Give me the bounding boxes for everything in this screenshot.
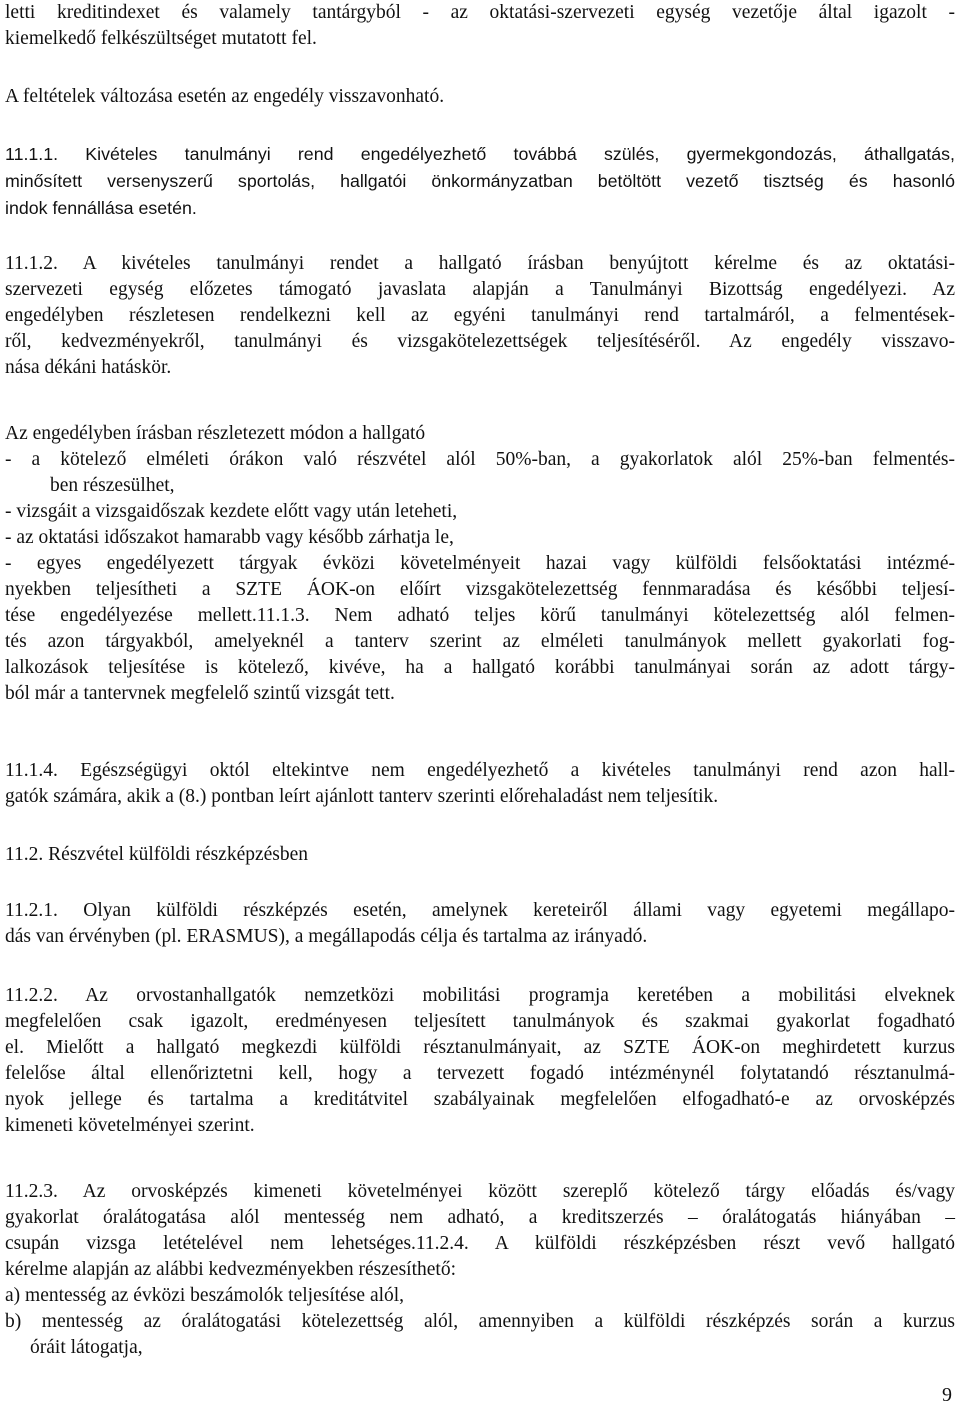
text-line: letti kreditindexet és valamely tantárgyból - az oktatási-szervezeti egység vezetője által igazolt - (5, 2, 955, 23)
text-line: 11.1.4. Egészségügyi októl eltekintve nem engedélyezhető a kivételes tanulmányi rend azon hall- (5, 760, 955, 781)
paragraph-11-2-3 (5, 1179, 955, 1361)
list-item: - vizsgáit a vizsgaidőszak kezdete előtt vagy után leteheti, (5, 501, 458, 522)
list-item: b) mentesség az óralátogatási kötelezettség alól, amennyiben a külföldi részképzés során a kurzus (5, 1311, 955, 1332)
text-line: Az engedélyben írásban részletezett módon a hallgató (5, 423, 426, 444)
list-item-continuation: ben részesülhet, (50, 475, 175, 496)
paragraph-11-2-2 (5, 983, 955, 1139)
page-number: 9 (942, 1384, 952, 1406)
paragraph-visszavonhato (5, 84, 955, 110)
text-line: gyakorlat óralátogatása alól mentesség nem adható, a kreditszerzés – óralátogatás hiányában – (5, 1207, 955, 1228)
text-line: szervezeti egység előzetes támogató javaslata alapján a Tanulmányi Bizottság engedélyezi. Az (5, 279, 955, 300)
text-line: tés azon tárgyakból, amelyeknél a tanterv szerint az elméleti tanulmányok mellett gyakorlati fog- (5, 631, 955, 652)
section-heading-11-2 (5, 842, 955, 868)
text-line: gatók számára, akik a (8.) pontban leírt ajánlott tanterv szerinti előrehaladást nem teljesítik. (5, 786, 719, 807)
text-line: nása dékáni hatáskör. (5, 357, 172, 378)
section-heading: 11.2. Részvétel külföldi részképzésben (5, 844, 309, 865)
list-item: a) mentesség az évközi beszámolók teljesítése alól, (5, 1285, 405, 1306)
text-line: minősített versenyszerű sportolás, hallgatói önkormányzatban betöltött vezető tisztség és hasonló (5, 171, 955, 191)
list-item: - a kötelező elméleti órákon való részvétel alól 50%-ban, a gyakorlatok alól 25%-ban felmentés- (5, 449, 955, 470)
list-item-continuation: óráit látogatja, (30, 1337, 143, 1358)
text-line: kiemelkedő felkészültséget mutatott fel. (5, 28, 317, 49)
paragraph-11-1-4 (5, 758, 955, 810)
text-line: 11.2.2. Az orvostanhallgatók nemzetközi mobilitási programja keretében a mobilitási elveknek (5, 985, 955, 1006)
text-line: kérelme alapján az alábbi kedvezményekben részesíthető: (5, 1259, 456, 1280)
text-line: dás van érvényben (pl. ERASMUS), a megállapodás célja és tartalma az irányadó. (5, 926, 648, 947)
text-line: nyekben teljesítheti a SZTE ÁOK-on előírt vizsgakötelezettség fennmaradása és későbbi teljesí- (5, 579, 955, 600)
paragraph-11-1-2 (5, 251, 955, 381)
paragraph-engedelyben (5, 421, 955, 707)
text-line: megfelelően csak igazolt, eredményesen teljesített tanulmányok és szakmai gyakorlat fogadható (5, 1011, 955, 1032)
text-line: ból már a tantervnek megfelelő szintű vizsgát tett. (5, 683, 395, 704)
list-item: - egyes engedélyezett tárgyak évközi követelményeit hazai vagy külföldi felsőoktatási intézmé- (5, 553, 955, 574)
text-line: kimeneti követelményei szerint. (5, 1115, 255, 1136)
paragraph-11-1-1 (5, 141, 955, 222)
text-line: indok fennállása esetén. (5, 198, 197, 218)
list-item: - az oktatási időszakot hamarabb vagy később zárhatja le, (5, 527, 454, 548)
text-line: 11.1.1. Kivételes tanulmányi rend engedélyezhető továbbá szülés, gyermekgondozás, áthallgatás, (5, 144, 955, 164)
text-line: felelőse által ellenőriztetni kell, hogy a tervezett fogadó intézménynél folytatandó résztanulmá- (5, 1063, 955, 1084)
text-line: el. Mielőtt a hallgató megkezdi külföldi résztanulmányait, az SZTE ÁOK-on meghirdetett kurzus (5, 1037, 955, 1058)
text-line: csupán vizsga letételével nem lehetséges.11.2.4. A külföldi részképzésben részt vevő hallgató (5, 1233, 955, 1254)
text-line: 11.2.1. Olyan külföldi részképzés esetén, amelynek kereteiről állami vagy egyetemi megállapo- (5, 900, 955, 921)
text-line: ről, kedvezményekről, tanulmányi és vizsgakötelezettségek teljesítéséről. Az engedély visszavo- (5, 331, 955, 352)
text-line: nyok jellege és tartalma a kreditátvitel szabályainak megfelelően elfogadható-e az orvosképzés (5, 1089, 955, 1110)
paragraph-kiemelkedo (5, 0, 955, 52)
text-line: A feltételek változása esetén az engedély visszavonható. (5, 86, 445, 107)
text-line: 11.2.3. Az orvosképzés kimeneti követelményei között szereplő kötelező tárgy előadás és/vagy (5, 1181, 955, 1202)
text-line: lalkozások teljesítése is kötelező, kivéve, ha a hallgató korábbi tanulmányai során az adott tárgy- (5, 657, 955, 678)
paragraph-11-2-1 (5, 898, 955, 950)
text-line: 11.1.2. A kivételes tanulmányi rendet a hallgató írásban benyújtott kérelme és az oktatási- (5, 253, 955, 274)
text-line: engedélyben részletesen rendelkezni kell az egyéni tanulmányi rend tartalmáról, a felmentések- (5, 305, 955, 326)
text-line: tése engedélyezése mellett.11.1.3. Nem adható teljes körű tanulmányi kötelezettség alól felmen- (5, 605, 955, 626)
